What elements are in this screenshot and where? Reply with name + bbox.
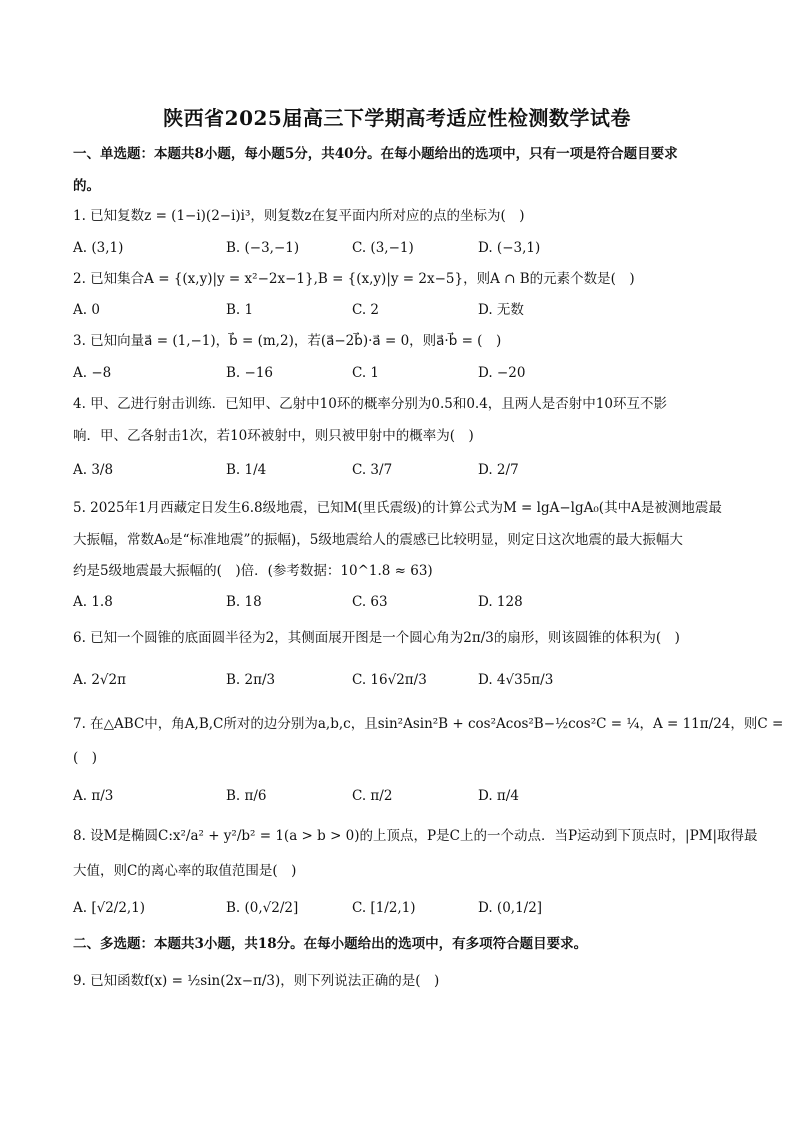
question-6-stem: 6. 已知一个圆锥的底面圆半径为2，其侧面展开图是一个圆心角为2π/3的扇形，则该圆锥的体积为( ) xyxy=(73,630,680,646)
question-5-stem-cont: 大振幅，常数A₀是“标准地震”的振幅)，5级地震给人的震感已比较明显，则定日这次地震的最大振幅大 xyxy=(73,532,683,548)
option-b: B. 1/4 xyxy=(226,462,267,478)
option-b: B. (0,√2/2] xyxy=(226,900,299,916)
question-1-stem: 1. 已知复数z = (1−i)(2−i)i³，则复数z在复平面内所对应的点的坐标为( ) xyxy=(73,208,525,224)
option-b: B. 18 xyxy=(226,594,262,610)
exam-title: 陕西省2025届高三下学期高考适应性检测数学试卷 xyxy=(163,106,631,130)
option-c: C. 3/7 xyxy=(352,462,393,478)
question-5-stem: 5. 2025年1月西藏定日发生6.8级地震，已知M(里氏震级)的计算公式为M = lgA−lgA₀(其中A是被测地震最 xyxy=(73,500,722,516)
option-a: A. π/3 xyxy=(73,788,114,804)
option-a: A. 2√2π xyxy=(73,672,126,688)
question-7-stem: 7. 在△ABC中，角A,B,C所对的边分别为a,b,c，且sin²Asin²B + cos²Acos²B−½cos²C = ¼，A = 11π/24，则C = xyxy=(73,716,784,732)
option-c: C. 16√2π/3 xyxy=(352,672,427,688)
option-d: D. (−3,1) xyxy=(478,240,541,256)
section-2-header: 二、多选题：本题共3小题，共18分。在每小题给出的选项中，有多项符合题目要求。 xyxy=(73,936,588,952)
option-d: D. (0,1/2] xyxy=(478,900,543,916)
option-c: C. 1 xyxy=(352,365,380,381)
option-b: B. −16 xyxy=(226,365,273,381)
option-c: C. (3,−1) xyxy=(352,240,414,256)
question-6-options xyxy=(73,670,733,692)
question-4-stem-cont: 响．甲、乙各射击1次，若10环被射中，则只被甲射中的概率为( ) xyxy=(73,428,474,444)
question-4-options xyxy=(73,460,733,482)
question-5-options xyxy=(73,592,733,614)
option-d: D. π/4 xyxy=(478,788,519,804)
option-c: C. [1/2,1) xyxy=(352,900,416,916)
option-a: A. 3/8 xyxy=(73,462,114,478)
question-8-stem-cont: 大值，则C的离心率的取值范围是( ) xyxy=(73,863,297,879)
question-2-options xyxy=(73,300,733,322)
question-7-options xyxy=(73,786,733,808)
question-3-options xyxy=(73,363,733,385)
section-1-header: 一、单选题：本题共8小题，每小题5分，共40分。在每小题给出的选项中，只有一项是符合题目要求 xyxy=(73,146,678,162)
option-d: D. 128 xyxy=(478,594,523,610)
option-b: B. 1 xyxy=(226,302,254,318)
question-9-stem: 9. 已知函数f(x) = ½sin(2x−π/3)，则下列说法正确的是( ) xyxy=(73,973,440,989)
option-b: B. π/6 xyxy=(226,788,267,804)
question-1-options xyxy=(73,238,733,260)
option-d: D. 无数 xyxy=(478,302,524,318)
option-d: D. 2/7 xyxy=(478,462,519,478)
question-3-stem: 3. 已知向量a⃗ = (1,−1)，b⃗ = (m,2)，若(a⃗−2b⃗)·a⃗ = 0，则a⃗·b⃗ = ( ) xyxy=(73,333,502,349)
question-2-stem: 2. 已知集合A = {(x,y)|y = x²−2x−1},B = {(x,y)|y = 2x−5}，则A ∩ B的元素个数是( ) xyxy=(73,271,635,287)
option-b: B. 2π/3 xyxy=(226,672,276,688)
option-a: A. (3,1) xyxy=(73,240,124,256)
option-a: A. 1.8 xyxy=(73,594,113,610)
option-c: C. 2 xyxy=(352,302,380,318)
option-c: C. π/2 xyxy=(352,788,393,804)
option-a: A. [√2/2,1) xyxy=(73,900,146,916)
question-8-options xyxy=(73,898,733,920)
option-d: D. −20 xyxy=(478,365,526,381)
question-4-stem: 4. 甲、乙进行射击训练．已知甲、乙射中10环的概率分别为0.5和0.4，且两人是否射中10环互不影 xyxy=(73,396,667,412)
option-d: D. 4√35π/3 xyxy=(478,672,554,688)
option-a: A. 0 xyxy=(73,302,100,318)
option-b: B. (−3,−1) xyxy=(226,240,300,256)
option-c: C. 63 xyxy=(352,594,388,610)
question-5-stem-cont: 约是5级地震最大振幅的( )倍．(参考数据：10^1.8 ≈ 63) xyxy=(73,563,433,579)
section-1-header-cont: 的。 xyxy=(73,178,100,194)
question-8-stem: 8. 设M是椭圆C:x²/a² + y²/b² = 1(a > b > 0)的上顶点，P是C上的一个动点．当P运动到下顶点时，|PM|取得最 xyxy=(73,828,758,844)
question-7-stem-cont: ( ) xyxy=(73,750,98,766)
option-a: A. −8 xyxy=(73,365,112,381)
